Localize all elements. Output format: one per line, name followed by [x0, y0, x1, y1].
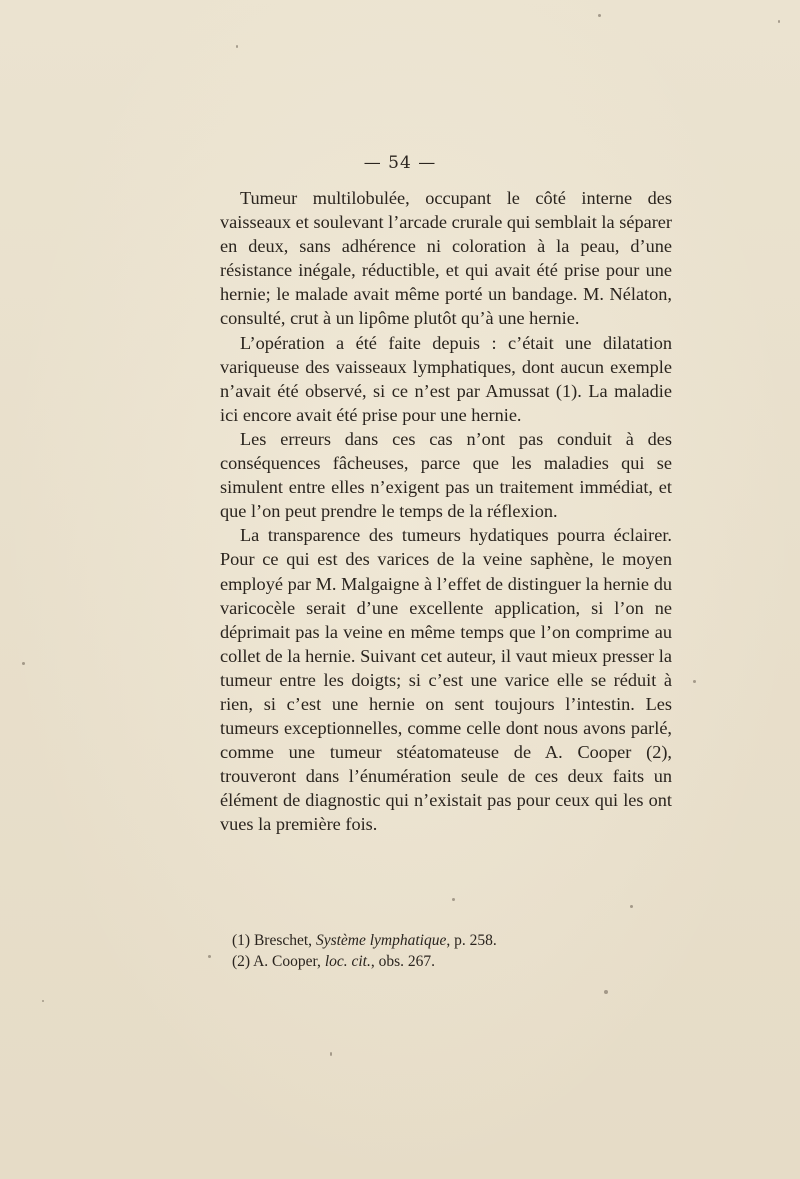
body-text: [220, 186, 672, 837]
paragraph: L’opération a été faite depuis : c’était une dilatation variqueuse des vaisseaux lymphatiques, dont aucun exemple n’avait été observé, si ce n’est par Amussat (1). La maladie ici encore avait été prise pour une hernie.: [220, 332, 672, 425]
paper-speck: [22, 662, 25, 665]
paper-speck: [42, 1000, 44, 1002]
footnote-marker: (2): [232, 953, 251, 970]
paper-speck: [330, 1052, 332, 1056]
footnote-text: , obs. 267.: [370, 953, 436, 970]
paper-speck: [630, 905, 633, 908]
paper-speck: [236, 45, 238, 48]
footnote-text: A. Cooper,: [250, 953, 325, 970]
paragraph: Les erreurs dans ces cas n’ont pas conduit à des conséquences fâcheuses, parce que les maladies qui se simulent entre elles n’exigent pas un traitement immédiat, et que l’on peut prendre le temps de la réflexion.: [220, 428, 672, 522]
page-number: — 54 —: [363, 153, 437, 173]
footnote-text: Breschet,: [250, 932, 316, 949]
footnote: [232, 930, 672, 951]
footnote: [232, 951, 672, 972]
footnote-text: , p. 258.: [446, 932, 497, 949]
paper-speck: [604, 990, 608, 994]
paragraph: Tumeur multilobulée, occupant le côté interne des vaisseaux et soulevant l’arcade crurale qui semblait la séparer en deux, sans adhérence ni coloration à la peau, d’une résistance inégale, réductible, et qui avait été prise pour une hernie; le malade avait même porté un bandage. M. Nélaton, consulté, crut à un lipôme plutôt qu’à une hernie.: [220, 188, 672, 329]
footnote-marker: (1): [232, 932, 251, 949]
paper-speck: [598, 14, 601, 17]
footnote-title: loc. cit.: [324, 953, 371, 970]
paragraph: La transparence des tumeurs hydatiques pourra éclairer. Pour ce qui est des varices de la veine saphène, le moyen employé par M. Malgaigne à l’effet de distinguer la hernie du varicocèle serait d’une excellente application, si l’on ne déprimait pas la veine en même temps que l’on comprime au collet de la hernie. Suivant cet auteur, il vaut mieux presser la tumeur entre les doigts; si c’est une varice elle se réduit à rien, si c’est une hernie on sent toujours l’intestin. Les tumeurs exceptionnelles, comme celle dont nous avons parlé, comme une tumeur stéatomateuse de A. Cooper (2), trouveront dans l’énumération seule de ces deux faits un élément de diagnostic qui n’existait pas pour ceux qui les ont vues la première fois.: [220, 525, 672, 835]
footnote-title: Système lymphatique: [315, 932, 447, 949]
paper-speck: [778, 20, 780, 23]
paper-speck: [208, 955, 211, 958]
paper-speck: [452, 898, 455, 901]
paper-speck: [693, 680, 696, 683]
footnotes: [232, 930, 672, 972]
